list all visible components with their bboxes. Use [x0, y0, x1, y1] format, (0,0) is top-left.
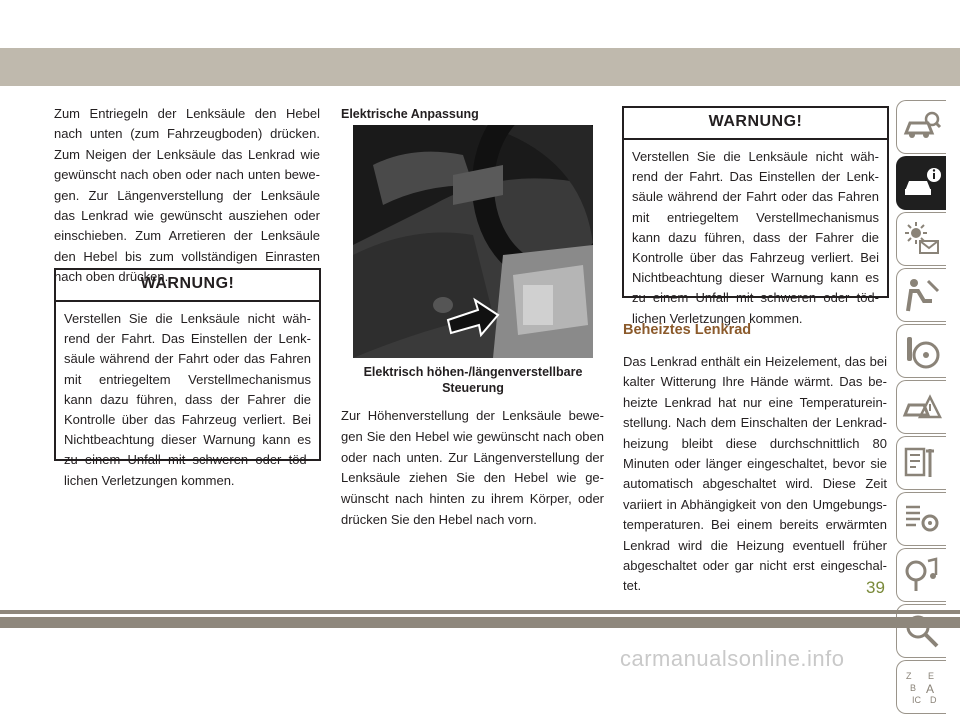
warning-title: WARNUNG! [624, 108, 887, 140]
svg-text:Z: Z [905, 671, 911, 681]
top-band [0, 48, 960, 86]
photo-caption: Elektrisch höhen-/längenverstellbare Steuerung [363, 365, 583, 395]
tab-service[interactable] [896, 436, 946, 490]
tab-technical-data[interactable] [896, 492, 946, 546]
col2-paragraph: Zur Höhenverstellung der Lenksäule bewe-gen Sie den Hebel wie gewünscht nach oben oder nach unten. Zur Längenverstellung der Lenksäule ziehen Sie den Hebel wie ge-wünscht nach hinten zu ihrem Körper, oder drücken Sie den Hebel nach vorn. [341, 408, 604, 527]
warning-text: Verstellen Sie die Lenksäule nicht wäh-rend der Fahrt. Das Einstellen der Lenk-säule während der Fahrt oder das Fahren mit entriegeltem Verstellmechanismus kann dazu führen, dass der Fahrer die Kontrolle über das Fahrzeug verliert. Bei Nichtbeachtung dieser Warnung kann es zu einem Unfall mit schweren oder töd-lichen Verletzungen kommen. [632, 149, 879, 326]
airbag-person-icon [902, 275, 942, 315]
tab-safety[interactable] [896, 268, 946, 322]
steering-column-illustration [353, 125, 593, 358]
tab-car-search[interactable] [896, 100, 946, 154]
section-heading: Beheiztes Lenkrad [623, 322, 752, 338]
media-music-location-icon [902, 555, 942, 595]
warning-light-message-icon [902, 219, 942, 259]
tab-starting-driving[interactable] [896, 324, 946, 378]
warning-box-left [54, 268, 321, 488]
col3-paragraph: Das Lenkrad enthält ein Heizelement, das bei kalter Witterung Ihre Hände wärmt. Das be-heizte Lenkrad hat nur eine Temperaturein-stellung. Nach dem Einschalten der Lenkrad-heizung bleibt diese durchschnittlich 80 Minuten oder länger eingeschaltet, bevor sie automatisch abgeschaltet wird. Diese Zeit variiert in Abhängigkeit von den Umgebungs-temperaturen. Bei einem bereits erwärmten Lenkrad wird die Heizung eventuell früher abgeschaltet oder gar nicht erst eingeschal-tet. [623, 354, 887, 594]
bottom-line [0, 610, 960, 614]
subheading-electric-adjustment: Elektrische Anpassung [341, 107, 479, 121]
tab-car-info[interactable] [896, 156, 946, 210]
svg-text:IC: IC [911, 695, 921, 705]
warning-title: WARNUNG! [56, 270, 319, 302]
svg-text:A: A [925, 682, 934, 696]
tab-multimedia[interactable] [896, 548, 946, 602]
bottom-band [0, 617, 960, 628]
tab-index[interactable] [896, 660, 946, 714]
steering-column-photo [353, 125, 593, 358]
watermark: carmanualsonline.info [620, 646, 845, 671]
warning-text: Verstellen Sie die Lenksäule nicht wäh-rend der Fahrt. Das Einstellen der Lenk-säule während der Fahrt oder das Fahren mit entriegeltem Verstellmechanismus kann dazu führen, dass der Fahrer die Kontrolle über das Fahrzeug verliert. Bei Nichtbeachtung dieser Warnung kann es zu einem Unfall mit schweren oder töd-lichen Verletzungen kommen. [64, 311, 311, 488]
car-info-icon [902, 163, 942, 203]
svg-text:B: B [909, 683, 916, 693]
page-number: 39 [866, 578, 885, 597]
checklist-gear-icon [902, 499, 942, 539]
car-search-icon [902, 107, 942, 147]
tab-warning-lights[interactable] [896, 212, 946, 266]
alphabet-index-icon [902, 667, 942, 707]
warning-box-right [622, 106, 889, 326]
steering-wheel-icon [902, 331, 942, 371]
svg-text:D: D [929, 695, 936, 705]
svg-text:E: E [927, 671, 934, 681]
service-tools-icon [902, 443, 942, 483]
car-warning-triangle-icon [902, 387, 942, 427]
col1-paragraph: Zum Entriegeln der Lenksäule den Hebel nach unten (zum Fahrzeugboden) drücken. Zum Neigen der Lenksäule das Lenkrad wie gewünscht nach oben oder nach unten bewe-gen. Zur Längenverstellung der Lenksäule das Lenkrad wie gewünscht ausziehen oder einschieben. Zum Arretieren der Lenksäule den Hebel bis zum vollständigen Einrasten nach oben drücken. [54, 106, 320, 285]
tab-emergency[interactable] [896, 380, 946, 434]
